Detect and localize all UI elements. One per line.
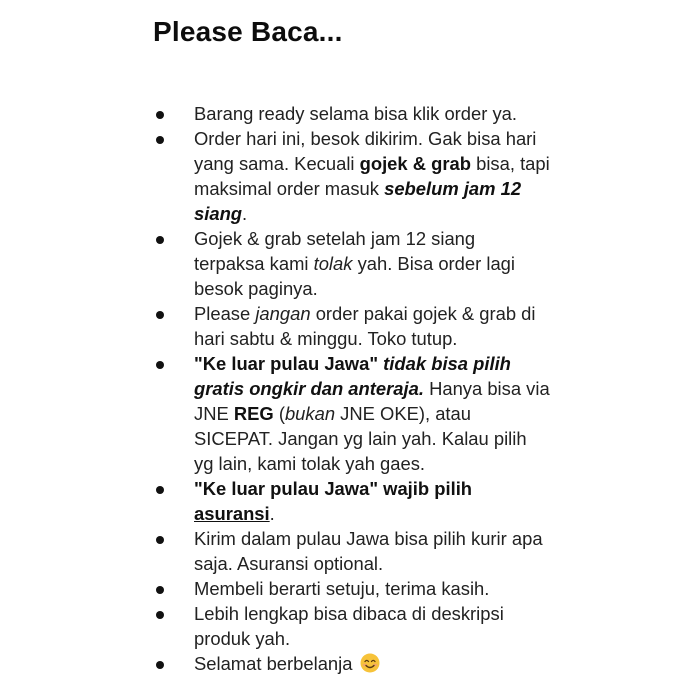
- text-segment: bukan: [284, 403, 336, 424]
- list-item-9: [150, 601, 550, 651]
- text-segment: JNE OKE), atau SICEPAT. Jangan yg lain yah. Kalau pilih yg lain, kami tolak yah gaes.: [194, 403, 527, 474]
- bullet-icon: [156, 661, 164, 669]
- bullet-icon: [156, 111, 164, 119]
- text-segment: Order hari ini, besok dikirim. Gak bisa hari yang sama. Kecuali: [194, 128, 537, 174]
- bullet-icon: [156, 486, 164, 494]
- list-item-text: [194, 578, 489, 599]
- text-segment: jangan: [255, 303, 311, 324]
- list-item-2: [150, 126, 550, 226]
- list-item-1: [150, 101, 550, 126]
- text-segment: order pakai gojek & grab di hari sabtu & minggu. Toko tutup.: [194, 303, 536, 349]
- page-title: Please Baca...: [153, 16, 343, 47]
- text-segment: .: [269, 503, 275, 524]
- text-segment: REG: [233, 403, 274, 424]
- list-item-text: [194, 528, 543, 574]
- bullet-icon: [156, 586, 164, 594]
- text-segment: Hanya bisa via JNE: [194, 378, 550, 424]
- text-segment: tolak: [313, 253, 353, 274]
- list-item-text: [194, 103, 517, 124]
- list-item-text: [194, 603, 504, 649]
- text-segment: .: [242, 203, 248, 224]
- text-segment: "Ke luar pulau Jawa": [194, 353, 379, 374]
- text-segment: Kirim dalam pulau Jawa bisa pilih kurir apa saja. Asuransi optional.: [194, 528, 543, 574]
- text-segment: (: [273, 403, 285, 424]
- text-segment: tidak bisa pilih gratis ongkir dan anteraja.: [194, 353, 511, 399]
- list-item-text: [194, 303, 536, 349]
- text-segment: bisa, tapi maksimal order masuk: [194, 153, 550, 199]
- text-segment: asuransi: [194, 503, 270, 524]
- list-item-text: [194, 478, 472, 524]
- bullet-icon: [156, 536, 164, 544]
- text-segment: "Ke luar pulau Jawa" wajib pilih: [194, 478, 473, 499]
- list-item-4: [150, 301, 550, 351]
- text-segment: Please: [194, 303, 256, 324]
- list-item-10: [150, 651, 550, 676]
- text-segment: gojek & grab: [359, 153, 471, 174]
- list-item-8: [150, 576, 550, 601]
- list-item-3: [150, 226, 550, 301]
- text-segment: Selamat berbelanja: [194, 653, 358, 674]
- list-item-6: [150, 476, 550, 526]
- text-segment: Lebih lengkap bisa dibaca di deskripsi produk yah.: [194, 603, 504, 649]
- text-segment: sebelum jam 12 siang: [194, 178, 522, 224]
- bullet-icon: [156, 236, 164, 244]
- list-item-5: [150, 351, 550, 476]
- list-item-7: [150, 526, 550, 576]
- bullet-icon: [156, 361, 164, 369]
- list-item-text: [194, 653, 380, 674]
- list-item-text: [194, 128, 550, 224]
- smiling-face-icon: [360, 653, 380, 673]
- text-segment: yah. Bisa order lagi besok paginya.: [194, 253, 515, 299]
- text-segment: Membeli berarti setuju, terima kasih.: [194, 578, 490, 599]
- list-item-text: [194, 228, 515, 299]
- text-segment: Barang ready selama bisa klik order ya.: [194, 103, 518, 124]
- text-segment: Gojek & grab setelah jam 12 siang terpaksa kami: [194, 228, 476, 274]
- bullet-icon: [156, 611, 164, 619]
- bullet-icon: [156, 136, 164, 144]
- bullet-icon: [156, 311, 164, 319]
- notice-list: [150, 101, 550, 676]
- list-item-text: [194, 353, 550, 474]
